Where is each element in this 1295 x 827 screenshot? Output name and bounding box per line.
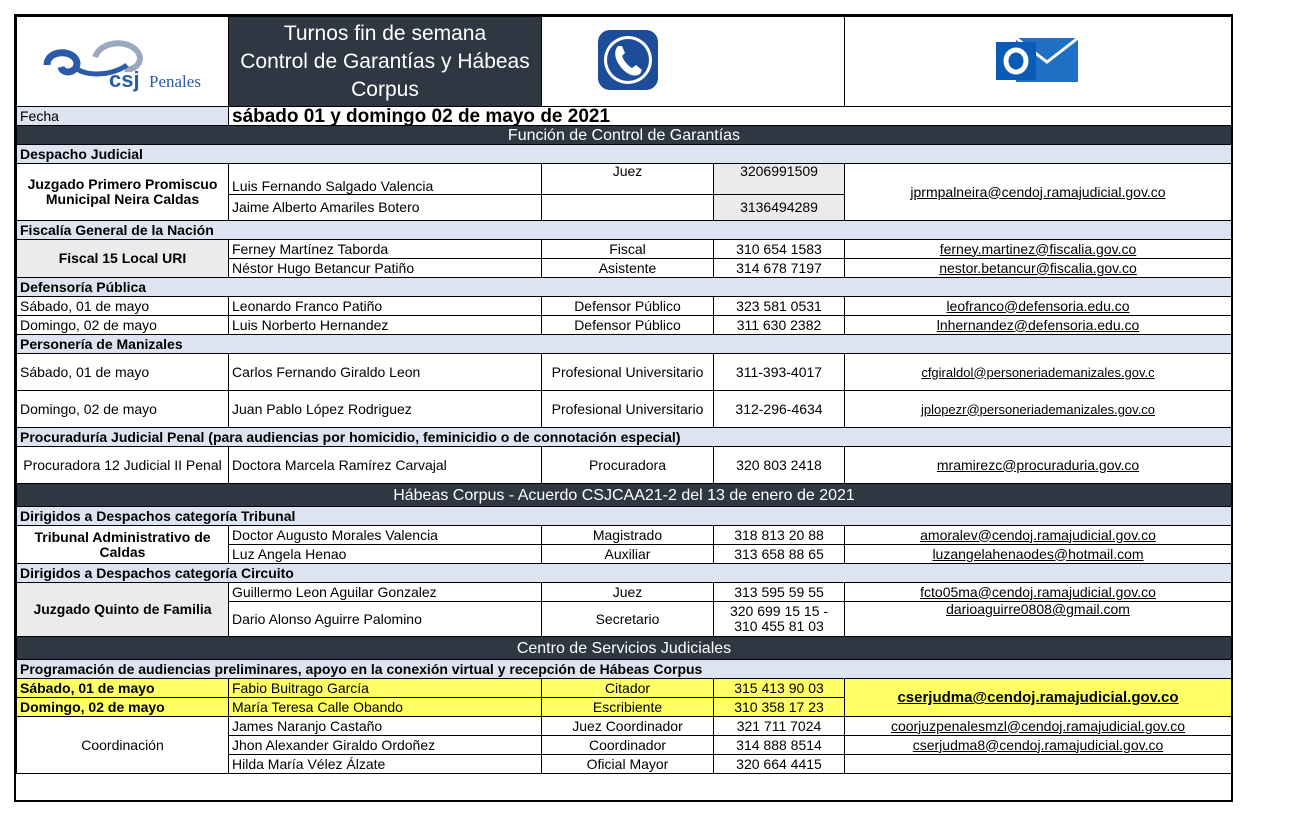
procuraduria-email[interactable]: mramirezc@procuraduria.gov.co [845,447,1232,484]
coord-name-2: Jhon Alexander Giraldo Ordoñez [229,736,542,755]
circuito-office: Juzgado Quinto de Familia [17,583,229,637]
turno-phone-2: 310 358 17 23 [714,698,845,717]
tribunal-name-2: Luz Angela Henao [229,545,542,564]
coord-role-2: Coordinador [542,736,714,755]
fiscalia-phone-2: 314 678 7197 [714,259,845,278]
personeria-name-2: Juan Pablo López Rodriguez [229,391,542,428]
turnos-email[interactable]: cserjudma@cendoj.ramajudicial.gov.co [845,679,1232,717]
personeria-role-2: Profesional Universitario [542,391,714,428]
despacho-section: Despacho Judicial [17,145,1232,164]
defensoria-email-2[interactable]: lnhernandez@defensoria.edu.co [845,316,1232,335]
personeria-phone-1: 311-393-4017 [714,354,845,391]
defensoria-role-2: Defensor Público [542,316,714,335]
coord-role-1: Juez Coordinador [542,717,714,736]
outlook-mail-icon [988,32,1088,88]
fiscalia-office: Fiscal 15 Local URI [17,240,229,278]
fecha-value: sábado 01 y domingo 02 de mayo de 2021 [229,107,1232,126]
schedule-table [16,16,1232,774]
coord-email-2[interactable]: cserjudma8@cendoj.ramajudicial.gov.co [845,736,1232,755]
fiscalia-email-1[interactable]: ferney.martinez@fiscalia.gov.co [845,240,1232,259]
tribunal-email-2[interactable]: luzangelahenaodes@hotmail.com [845,545,1232,564]
defensoria-name-1: Leonardo Franco Patiño [229,297,542,316]
despacho-role-1: Juez [542,164,714,195]
tribunal-role-2: Auxiliar [542,545,714,564]
circuito-role-2: Secretario [542,602,714,637]
mail-cell [845,17,1232,107]
despacho-role-2 [542,194,714,220]
phone-icon [596,28,660,92]
turno-role-2: Escribiente [542,698,714,717]
coord-name-3: Hilda María Vélez Álzate [229,755,542,774]
fiscalia-name-1: Ferney Martínez Taborda [229,240,542,259]
fiscalia-email-2[interactable]: nestor.betancur@fiscalia.gov.co [845,259,1232,278]
tribunal-phone-2: 313 658 88 65 [714,545,845,564]
header-title [229,17,542,107]
fiscalia-role-2: Asistente [542,259,714,278]
coord-email-1[interactable]: coorjuzpenalesmzl@cendoj.ramajudicial.gov.co [845,717,1232,736]
personeria-section: Personería de Manizales [17,335,1232,354]
procuraduria-section: Procuraduría Judicial Penal (para audiencias por homicidio, feminicidio o de connotación especial) [17,428,1232,447]
defensoria-phone-1: 323 581 0531 [714,297,845,316]
circuito-phone-2b: 310 455 81 03 [734,618,824,634]
turno-day-2: Domingo, 02 de mayo [17,698,229,717]
tribunal-role-1: Magistrado [542,526,714,545]
tribunal-email-1[interactable]: amoralev@cendoj.ramajudicial.gov.co [845,526,1232,545]
fiscalia-phone-1: 310 654 1583 [714,240,845,259]
coord-role-3: Oficial Mayor [542,755,714,774]
personeria-name-1: Carlos Fernando Giraldo Leon [229,354,542,391]
coord-name-1: James Naranjo Castaño [229,717,542,736]
header-title-line2: Control de Garantías y Hábeas Corpus [240,49,530,101]
circuito-phone-2 [714,602,845,637]
despacho-phone-2: 3136494289 [714,194,845,220]
defensoria-day-2: Domingo, 02 de mayo [17,316,229,335]
circuito-section: Dirigidos a Despachos categoría Circuito [17,564,1232,583]
personeria-email-2[interactable]: jplopezr@personeriademanizales.gov.co [845,391,1232,428]
fiscalia-role-1: Fiscal [542,240,714,259]
personeria-role-1: Profesional Universitario [542,354,714,391]
circuito-email-2[interactable]: darioaguirre0808@gmail.com [845,602,1232,637]
fecha-label: Fecha [17,107,229,126]
svg-text:Penales: Penales [149,72,201,91]
tribunal-section: Dirigidos a Despachos categoría Tribunal [17,507,1232,526]
servicios-section: Programación de audiencias preliminares, apoyo en la conexión virtual y recepción de Hábeas Corpus [17,660,1232,679]
servicios-title: Centro de Servicios Judiciales [17,637,1232,660]
despacho-email[interactable]: jprmpalneira@cendoj.ramajudicial.gov.co [845,164,1232,221]
phone-cell [542,17,714,107]
procuraduria-name: Doctora Marcela Ramírez Carvajal [229,447,542,484]
schedule-sheet [14,14,1233,802]
defensoria-section: Defensoría Pública [17,278,1232,297]
defensoria-email-1[interactable]: leofranco@defensoria.edu.co [845,297,1232,316]
defensoria-day-1: Sábado, 01 de mayo [17,297,229,316]
circuito-name-1: Guillermo Leon Aguilar Gonzalez [229,583,542,602]
header-spacer [714,17,845,107]
tribunal-name-1: Doctor Augusto Morales Valencia [229,526,542,545]
coord-phone-3: 320 664 4415 [714,755,845,774]
garantias-title: Función de Control de Garantías [17,126,1232,145]
fiscalia-name-2: Néstor Hugo Betancur Patiño [229,259,542,278]
turno-name-2: María Teresa Calle Obando [229,698,542,717]
defensoria-role-1: Defensor Público [542,297,714,316]
circuito-phone-1: 313 595 59 55 [714,583,845,602]
coord-email-3 [845,755,1232,774]
fiscalia-section: Fiscalía General de la Nación [17,221,1232,240]
turno-day-1: Sábado, 01 de mayo [17,679,229,698]
defensoria-phone-2: 311 630 2382 [714,316,845,335]
habeas-title: Hábeas Corpus - Acuerdo CSJCAA21-2 del 13 de enero de 2021 [17,484,1232,507]
personeria-email-1[interactable]: cfgiraldol@personeriademanizales.gov.c [845,354,1232,391]
procuraduria-phone: 320 803 2418 [714,447,845,484]
turno-name-1: Fabio Buitrago García [229,679,542,698]
turno-role-1: Citador [542,679,714,698]
svg-text:csj: csj [109,67,140,92]
personeria-day-2: Domingo, 02 de mayo [17,391,229,428]
coordinacion-label: Coordinación [17,717,229,774]
turno-phone-1: 315 413 90 03 [714,679,845,698]
header-title-line1: Turnos fin de semana [283,21,487,45]
despacho-phone-1: 3206991509 [714,164,845,195]
defensoria-name-2: Luis Norberto Hernandez [229,316,542,335]
circuito-name-2: Dario Alonso Aguirre Palomino [229,602,542,637]
csj-penales-logo [17,17,227,103]
personeria-day-1: Sábado, 01 de mayo [17,354,229,391]
despacho-name-1: Luis Fernando Salgado Valencia [229,164,542,195]
personeria-phone-2: 312-296-4634 [714,391,845,428]
procuraduria-office: Procuradora 12 Judicial II Penal [17,447,229,484]
circuito-phone-2a: 320 699 15 15 - [729,603,829,619]
coord-phone-1: 321 711 7024 [714,717,845,736]
tribunal-office: Tribunal Administrativo de Caldas [17,526,229,564]
procuraduria-role: Procuradora [542,447,714,484]
tribunal-phone-1: 318 813 20 88 [714,526,845,545]
circuito-email-1[interactable]: fcto05ma@cendoj.ramajudicial.gov.co [845,583,1232,602]
despacho-office: Juzgado Primero Promiscuo Municipal Neira Caldas [17,164,229,221]
logo-cell [17,17,229,107]
despacho-name-2: Jaime Alberto Amariles Botero [229,194,542,220]
circuito-role-1: Juez [542,583,714,602]
coord-phone-2: 314 888 8514 [714,736,845,755]
